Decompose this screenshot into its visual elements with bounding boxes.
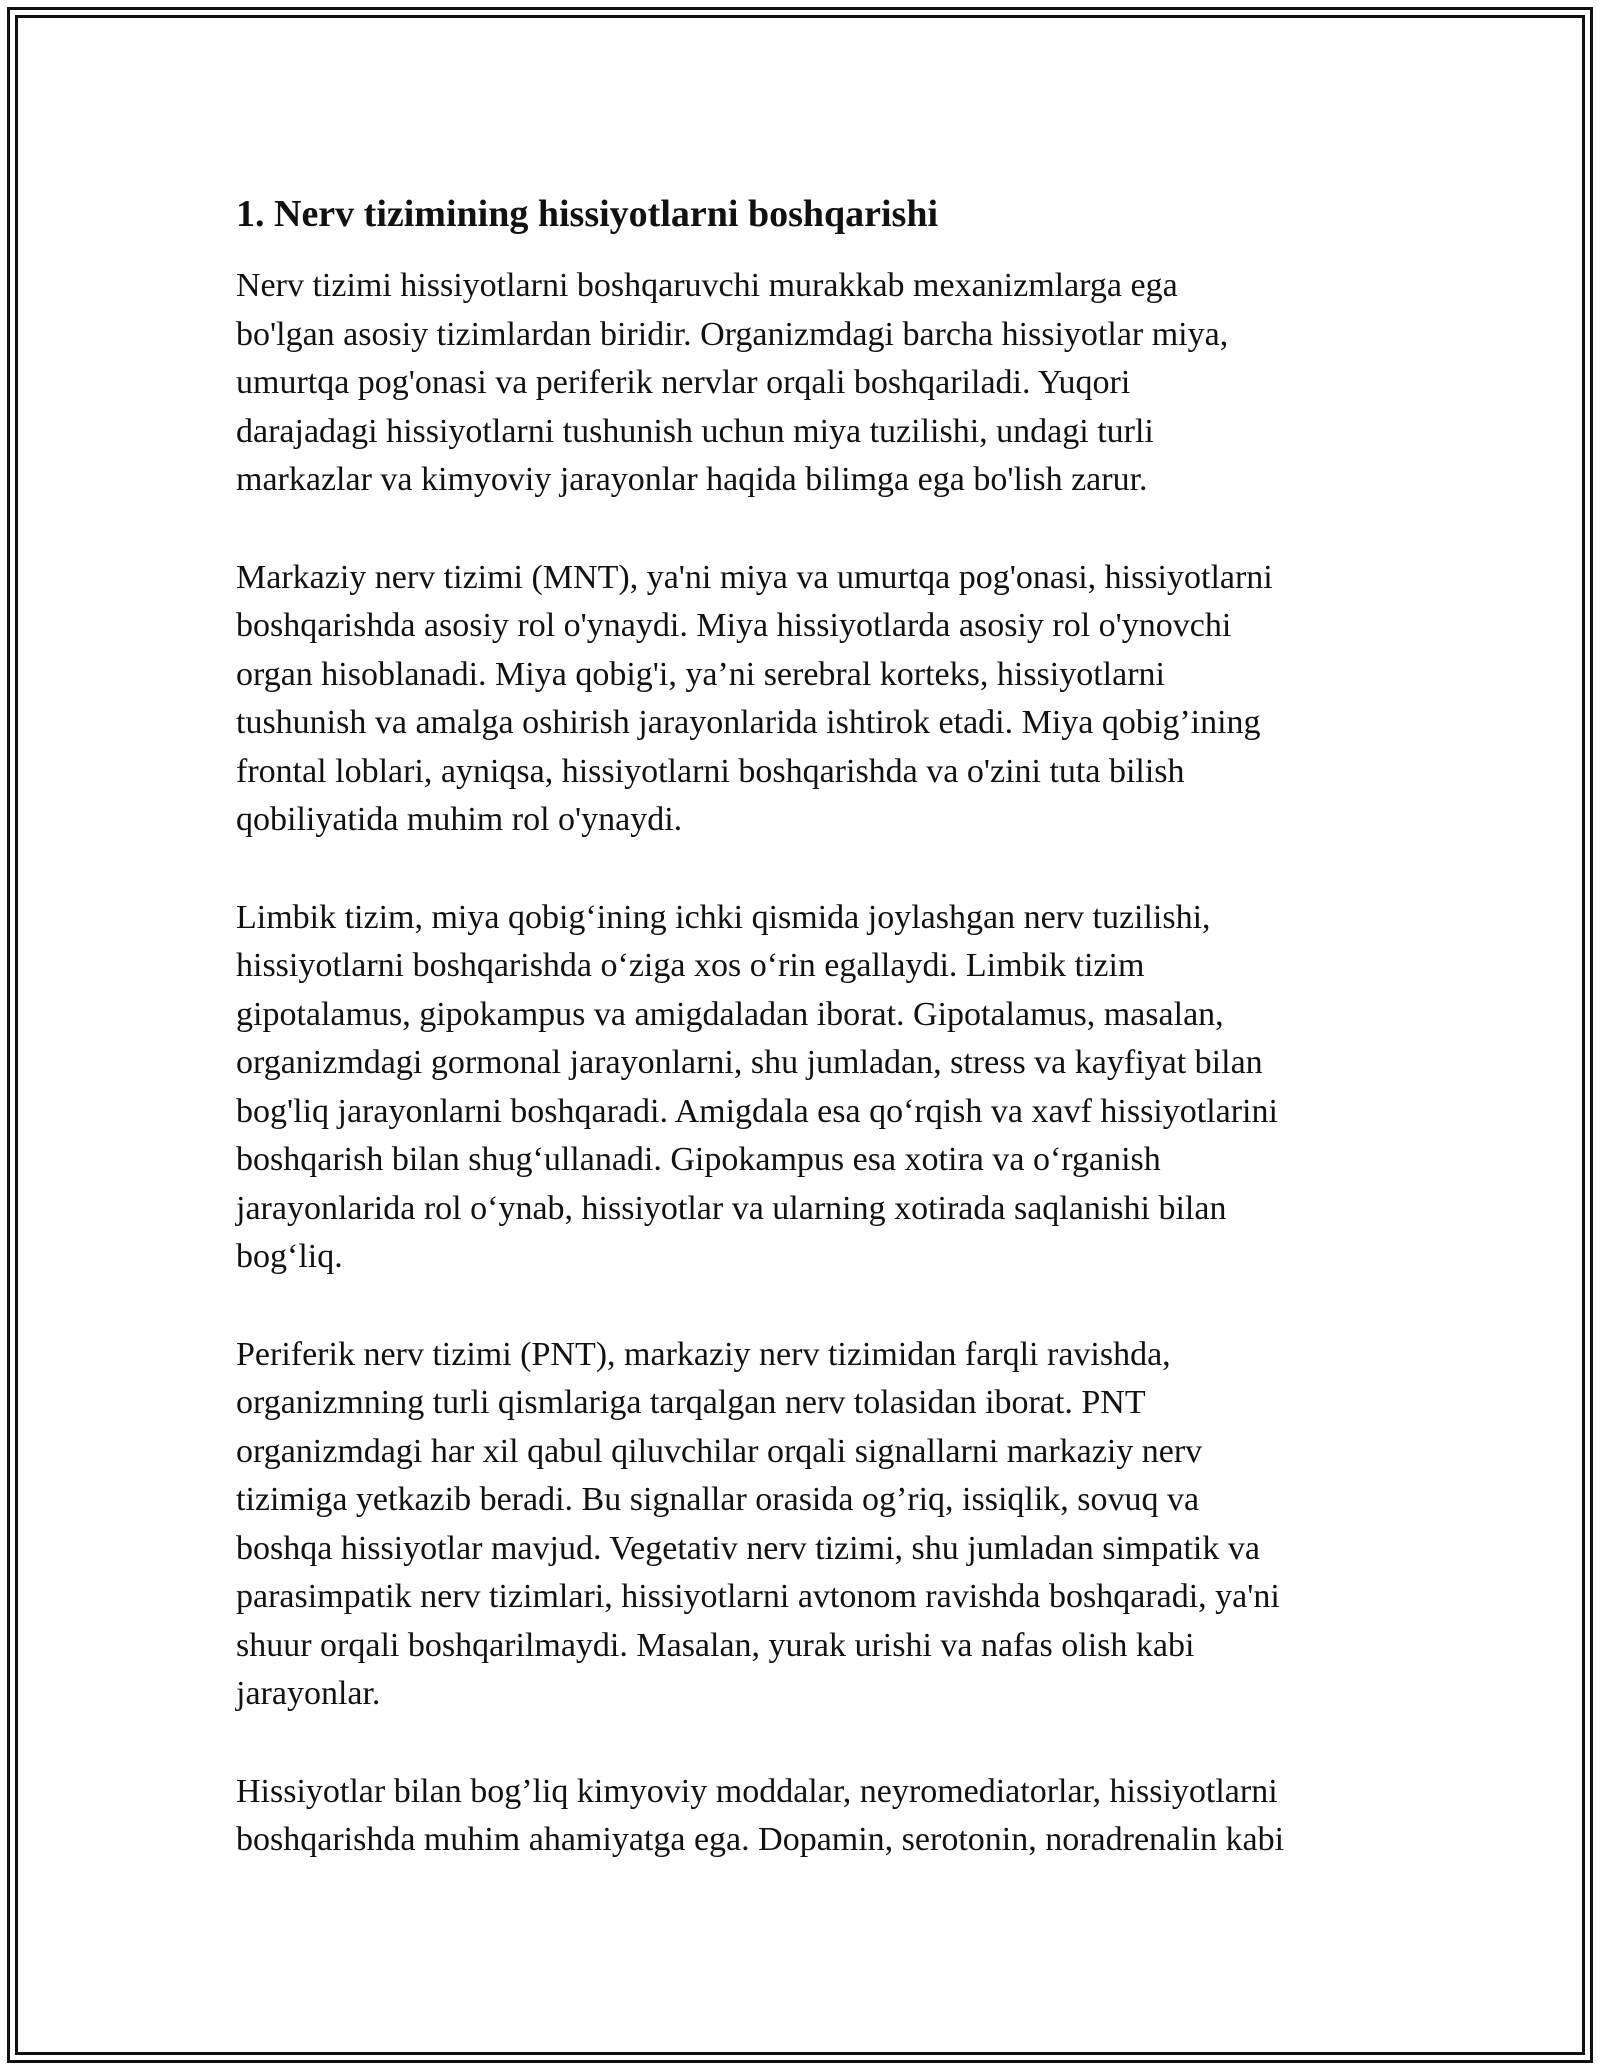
paragraph-line: jarayonlar.: [236, 1675, 381, 1712]
paragraph: [236, 262, 1374, 505]
paragraph-list: [236, 262, 1374, 1865]
paragraph-line: organizmdagi har xil qabul qiluvchilar orqali signallarni markaziy nerv: [236, 1432, 1203, 1470]
paragraph-line: frontal loblari, ayniqsa, hissiyotlarni boshqarishda va o'zini tuta bilish: [236, 752, 1185, 790]
paragraph-line: darajadagi hissiyotlarni tushunish uchun miya tuzilishi, undagi turli: [236, 412, 1154, 450]
paragraph-line: organizmning turli qismlariga tarqalgan nerv tolasidan iborat. PNT: [236, 1384, 1146, 1421]
paragraph-line: qobiliyatida muhim rol o'ynaydi.: [236, 801, 683, 838]
paragraph-line: bog'liq jarayonlarni boshqaradi. Amigdala esa qo‘rqish va xavf hissiyotlarini: [236, 1092, 1278, 1130]
paragraph-line: jarayonlarida rol o‘ynab, hissiyotlar va ularning xotirada saqlanishi bilan: [236, 1189, 1227, 1227]
paragraph-line: Limbik tizim, miya qobig‘ining ichki qismida joylashgan nerv tuzilishi,: [236, 898, 1211, 936]
paragraph-line: tizimiga yetkazib beradi. Bu signallar orasida og’riq, issiqlik, sovuq va: [236, 1481, 1200, 1518]
paragraph-line: markazlar va kimyoviy jarayonlar haqida bilimga ega bo'lish zarur.: [236, 461, 1148, 498]
paragraph-line: Hissiyotlar bilan bog’liq kimyoviy moddalar, neyromediatorlar, hissiyotlarni: [236, 1772, 1278, 1810]
paragraph-line: Markaziy nerv tizimi (MNT), ya'ni miya va umurtqa pog'onasi, hissiyotlarni: [236, 558, 1273, 596]
paragraph: [236, 554, 1374, 845]
paragraph: [236, 894, 1374, 1282]
paragraph-line: organ hisoblanadi. Miya qobig'i, ya’ni serebral korteks, hissiyotlarni: [236, 655, 1165, 693]
paragraph-line: boshqarishda muhim ahamiyatga ega. Dopamin, serotonin, noradrenalin kabi: [236, 1821, 1285, 1858]
paragraph-line: umurtqa pog'onasi va periferik nervlar orqali boshqariladi. Yuqori: [236, 364, 1131, 401]
paragraph: [236, 1331, 1374, 1719]
paragraph-line: boshqa hissiyotlar mavjud. Vegetativ nerv tizimi, shu jumladan simpatik va: [236, 1529, 1260, 1567]
paragraph: [236, 1768, 1374, 1865]
paragraph-line: gipotalamus, gipokampus va amigdaladan iborat. Gipotalamus, masalan,: [236, 995, 1224, 1033]
section-heading: 1. Nerv tizimining hissiyotlarni boshqarishi: [236, 193, 939, 235]
paragraph-line: hissiyotlarni boshqarishda o‘ziga xos o‘rin egallaydi. Limbik tizim: [236, 947, 1145, 984]
paragraph-line: organizmdagi gormonal jarayonlarni, shu jumladan, stress va kayfiyat bilan: [236, 1044, 1263, 1081]
paragraph-line: Nerv tizimi hissiyotlarni boshqaruvchi murakkab mexanizmlarga ega: [236, 267, 1178, 304]
paragraph-line: tushunish va amalga oshirish jarayonlarida ishtirok etadi. Miya qobig’ining: [236, 704, 1261, 741]
paragraph-line: bog‘liq.: [236, 1238, 343, 1275]
paragraph-line: parasimpatik nerv tizimlari, hissiyotlarni avtonom ravishda boshqaradi, ya'ni: [236, 1578, 1280, 1615]
paragraph-line: bo'lgan asosiy tizimlardan biridir. Organizmdagi barcha hissiyotlar miya,: [236, 315, 1229, 353]
document-body: [236, 190, 1374, 1914]
paragraph-line: shuur orqali boshqarilmaydi. Masalan, yurak urishi va nafas olish kabi: [236, 1626, 1195, 1664]
paragraph-line: boshqarishda asosiy rol o'ynaydi. Miya hissiyotlarda asosiy rol o'ynovchi: [236, 607, 1232, 644]
paragraph-line: Periferik nerv tizimi (PNT), markaziy nerv tizimidan farqli ravishda,: [236, 1335, 1171, 1373]
paragraph-line: boshqarish bilan shug‘ullanadi. Gipokampus esa xotira va o‘rganish: [236, 1141, 1161, 1178]
